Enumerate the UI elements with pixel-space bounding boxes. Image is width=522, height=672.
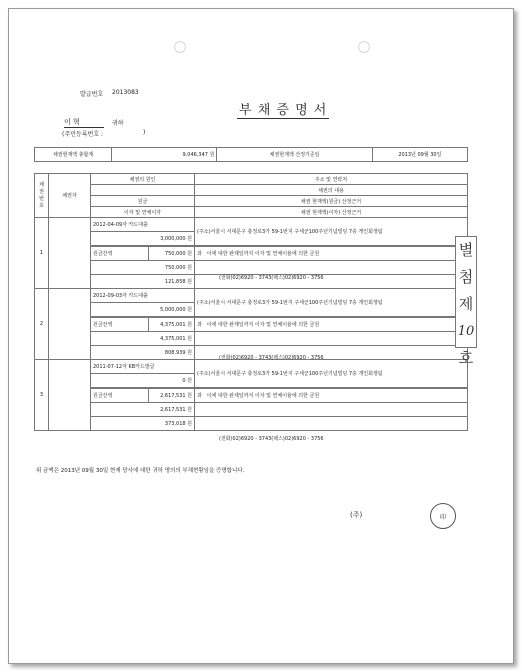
row-3-basis-text: 이에 대한 완제일까지 이자 및 연체이율에 의한 금원 — [206, 393, 320, 399]
company-mark: (주) — [350, 511, 363, 519]
date-value: 2013년 09월 30일 — [372, 148, 467, 162]
row-1-principal: 750,000 원 — [149, 247, 195, 261]
row-1-creditor — [49, 218, 91, 289]
certificate-page — [22, 22, 496, 650]
header-creditor: 채권자 — [49, 174, 91, 218]
stamp-char-1: 별 — [458, 241, 474, 259]
row-1-contact-line: (전화)02)6920 - 3743(팩스)02)6920 - 3756 — [219, 275, 324, 281]
recipient-name: 이 혁 — [64, 117, 104, 128]
row-1-principal-label: 원금잔액 — [91, 247, 149, 261]
row-1-number: 1 — [35, 218, 49, 289]
header-principal-basis: 채권 현재액(원금) 산정근거 — [195, 196, 468, 207]
row-2-principal-label: 원금잔액 — [91, 318, 149, 332]
row-2-contact-line: (전화)02)6920 - 3743(팩스)02)6920 - 3756 — [219, 355, 324, 361]
company-seal: 印 — [430, 503, 456, 529]
row-2-principal: 4,375,001 원 — [149, 318, 195, 332]
row-3-address: (주소)서울시 서대문구 충정로3가 59-1번지 구세군100주년기념빌딩 7층 개인회생팀 — [195, 360, 468, 388]
stamp-char-2: 첨 — [458, 268, 474, 286]
stamp-char-3: 제 — [458, 295, 474, 313]
stamp-char-5: 호 — [458, 349, 474, 367]
stamp-char-4: 10 — [457, 324, 475, 339]
row-2-principal2: 4,375,001 원 — [91, 332, 195, 346]
row-1-principal-mark: 과 — [197, 251, 202, 257]
row-2-principal-mark: 과 — [197, 322, 202, 328]
row-2-amount: 5,000,000 원 — [91, 303, 195, 317]
row-1-principal2: 750,000 원 — [91, 261, 195, 275]
row-3-cause: 2011-07-12자 KB카드발급 — [91, 360, 195, 374]
row-1-amount: 3,000,000 원 — [91, 232, 195, 246]
row-2-cause: 2012-09-03자 카드대출 — [91, 289, 195, 303]
row-1-interest: 121,858 원 — [91, 275, 195, 289]
date-label: 채권현재액 산정기준일 — [217, 148, 372, 162]
header-seq: 채 권 번 호 — [35, 174, 49, 218]
statement-text: 위 금액은 2013년 09월 30일 현재 당사에 대한 귀하 명의의 부채현황임을 증명합니다. — [36, 468, 245, 474]
row-3-basis — [195, 389, 468, 403]
row-2-interest: 808,939 원 — [91, 346, 195, 360]
issue-number: 2013083 — [112, 89, 139, 96]
row-3-number: 3 — [35, 360, 49, 431]
row-1-address: (주소)서울시 서대문구 충정로3가 59-1번지 구세군100주년기념빌딩 7층 게인회생팀 — [195, 218, 468, 246]
row-1-basis — [195, 247, 468, 261]
row-2-address: (주소)서울시 서대문구 충정로3가 59-1번지 구세군100주년기념빌딩 7층 개인회생팀 — [195, 289, 468, 317]
summary-table — [34, 147, 468, 162]
row-2-creditor — [49, 289, 91, 360]
page-title: 부 채 증 명 서 — [237, 99, 329, 119]
row-2-basis-text: 이에 대한 완제일까지 이자 및 연체이율에 의한 금원 — [206, 322, 320, 328]
debt-table — [34, 173, 468, 431]
total-label: 채권현재액 총합계 — [35, 148, 112, 162]
row-3-principal2: 2,617,531 원 — [91, 403, 195, 417]
header-principal: 원금 — [91, 196, 195, 207]
id-number-label: (주민등록번호 : — [62, 131, 104, 138]
row-2-number: 2 — [35, 289, 49, 360]
total-value: 9,046,347 원 — [112, 148, 217, 162]
row-3-amount: 0 원 — [91, 374, 195, 388]
punch-hole-right — [358, 41, 370, 53]
row-3-interest: 373,018 원 — [91, 417, 195, 431]
punch-hole-left — [174, 41, 186, 53]
recipient-suffix: 귀하 — [112, 120, 124, 127]
header-interest: 이자 및 연체이자 — [91, 207, 195, 218]
row-3-principal-label: 원금잔액 — [91, 389, 149, 403]
header-interest-basis: 채권 현재액(이자) 산정근거 — [195, 207, 468, 218]
header-address: 주소 및 연락처 — [195, 174, 468, 185]
id-number-close: ) — [143, 129, 146, 136]
header-cause: 채권의 원인 — [91, 174, 195, 185]
row-1-cause: 2012-04-09자 카드대출 — [91, 218, 195, 232]
row-3-principal: 2,617,531 원 — [149, 389, 195, 403]
issue-number-label: 발급번호 — [80, 91, 104, 98]
row-1-basis-text: 이에 대한 완제일까지 이자 및 연체이율에 의한 금원 — [206, 251, 320, 257]
row-3-contact-line: (전화)02)6920 - 3743(팩스)02)6920 - 3756 — [219, 436, 324, 442]
attachment-stamp — [455, 236, 477, 367]
header-content: 채권의 내용 — [195, 185, 468, 196]
row-2-basis — [195, 318, 468, 332]
row-3-creditor — [49, 360, 91, 431]
row-3-principal-mark: 과 — [197, 393, 202, 399]
